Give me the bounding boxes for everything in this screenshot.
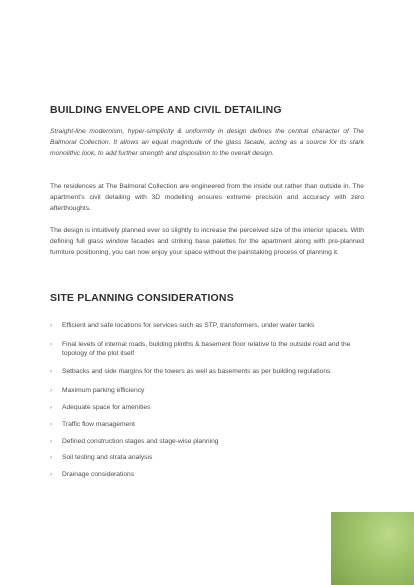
list-item <box>50 404 370 413</box>
list-item <box>50 438 370 447</box>
list-item-text: Setbacks and side margins for the towers as well as basements as per building regulations <box>62 368 331 376</box>
list-item <box>50 421 370 430</box>
list-item <box>50 341 370 359</box>
list-item-text: Soil testing and strata analysis <box>62 454 153 462</box>
list-item <box>50 368 370 377</box>
chevron-right-icon: › <box>50 369 52 376</box>
chevron-right-icon: › <box>50 323 52 329</box>
section-title-building-envelope: BUILDING ENVELOPE AND CIVIL DETAILING <box>50 104 282 116</box>
list-item-text: Final levels of internal roads, building plinths & basement floor relative to the outside road and the topology of the plot itself <box>62 340 351 357</box>
paragraph-interior-spaces: The design is intuitively planned ever so slightly to increase the perceived size of the interior spaces. With defining full glass window facades and striking base palettes for the apartment along with pre-planned furniture positioning, you can now enjoy your space without the painstaking process of planning it. <box>50 227 364 256</box>
paragraph-engineering: The residences at The Balmoral Collection are engineered from the inside out rather than outside in. The apartment's civil detailing with 3D modelling ensures extreme precision and accuracy with zero afterthoughts. <box>50 183 364 212</box>
chevron-right-icon: › <box>50 341 52 348</box>
section-title-site-planning: SITE PLANNING CONSIDERATIONS <box>50 292 234 304</box>
chevron-right-icon: › <box>50 388 52 395</box>
chevron-right-icon: › <box>50 438 52 445</box>
list-item-text: Maximum parking efficiency <box>62 387 145 395</box>
site-planning-list <box>50 322 370 480</box>
list-item <box>50 322 370 331</box>
list-item-text: Defined construction stages and stage-wise planning <box>62 437 219 445</box>
list-item <box>50 454 370 463</box>
decorative-green-corner <box>331 512 414 585</box>
list-item-text: Traffic flow management <box>62 420 135 428</box>
chevron-right-icon: › <box>50 421 52 428</box>
chevron-right-icon: › <box>50 455 52 462</box>
list-item-text: Efficient and safe locations for services such as STP, transformers, under water tanks <box>62 322 315 329</box>
list-item <box>50 387 370 396</box>
list-item <box>50 471 370 480</box>
list-item-text: Drainage considerations <box>62 471 135 479</box>
list-item-text: Adequate space for amenities <box>62 403 151 411</box>
chevron-right-icon: › <box>50 472 52 479</box>
chevron-right-icon: › <box>50 404 52 411</box>
paragraph-design-character: Straight-line modernism, hyper-simplicity & uniformity in design defines the central character of The Balmoral Collection. It allows an equal magnitude of the glass facade, acting as a source for its stark monolithic look, to add further strength and disposition to the overall design. <box>50 128 364 157</box>
